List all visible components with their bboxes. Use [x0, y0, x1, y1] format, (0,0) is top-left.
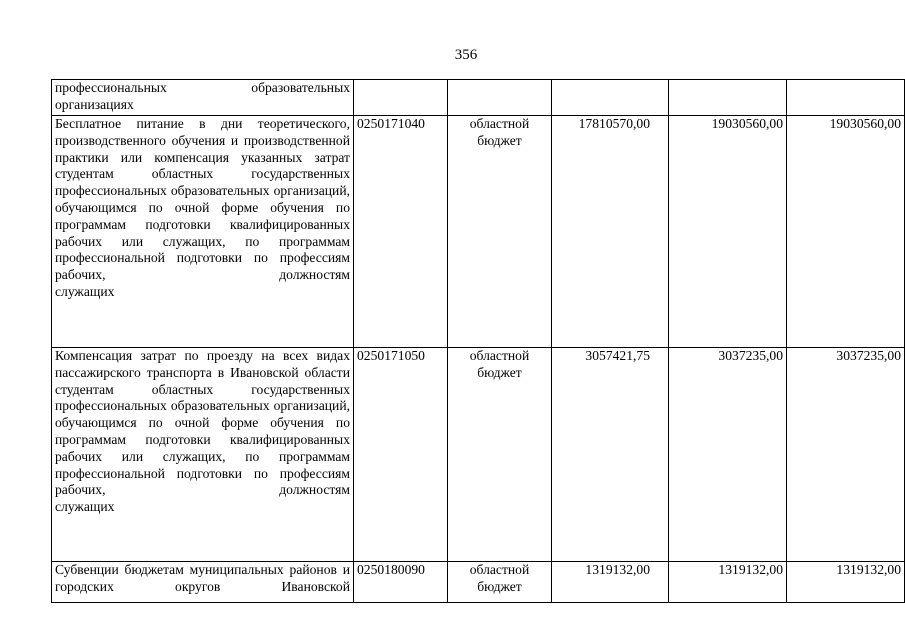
row-value-1: 1319132,00	[552, 562, 669, 603]
row-code: 0250171050	[354, 348, 448, 562]
row-description: Бесплатное питание в дни теоретического, производственного обучения и производственной практики или компенсация указанных затрат студентам областных государственных профессиональных образовательных организаций, обучающимся по очной форме обучения по программам подготовки квалифицированных рабочих или служащих, по программам профессиональной подготовки по профессиям рабочих, должностям служащих	[52, 116, 354, 348]
row-value-1	[552, 80, 669, 116]
row-code: 0250180090	[354, 562, 448, 603]
row-value-3: 3037235,00	[787, 348, 905, 562]
row-value-2	[669, 80, 787, 116]
row-source: областной бюджет	[448, 116, 552, 348]
row-value-3: 1319132,00	[787, 562, 905, 603]
row-source: областной бюджет	[448, 562, 552, 603]
table-row	[52, 116, 905, 348]
row-source: областной бюджет	[448, 348, 552, 562]
table-row	[52, 80, 905, 116]
table-row	[52, 562, 905, 603]
row-description: Компенсация затрат по проезду на всех видах пассажирского транспорта в Ивановской области студентам областных государственных профессиональных образовательных организаций, обучающимся по очной форме обучения по программам подготовки квалифицированных рабочих или служащих, по программам профессиональной подготовки по профессиям рабочих, должностям служащих	[52, 348, 354, 562]
row-value-1: 17810570,00	[552, 116, 669, 348]
row-description: Субвенции бюджетам муниципальных районов и городских округов Ивановской	[52, 562, 354, 603]
page-number: 356	[454, 47, 478, 63]
row-code	[354, 80, 448, 116]
row-value-2: 3037235,00	[669, 348, 787, 562]
row-value-3: 19030560,00	[787, 116, 905, 348]
row-code: 0250171040	[354, 116, 448, 348]
budget-table	[51, 79, 905, 603]
table-row	[52, 348, 905, 562]
row-value-1: 3057421,75	[552, 348, 669, 562]
row-value-2: 1319132,00	[669, 562, 787, 603]
row-value-2: 19030560,00	[669, 116, 787, 348]
row-description: профессиональных образовательных организациях	[52, 80, 354, 116]
row-source	[448, 80, 552, 116]
row-value-3	[787, 80, 905, 116]
